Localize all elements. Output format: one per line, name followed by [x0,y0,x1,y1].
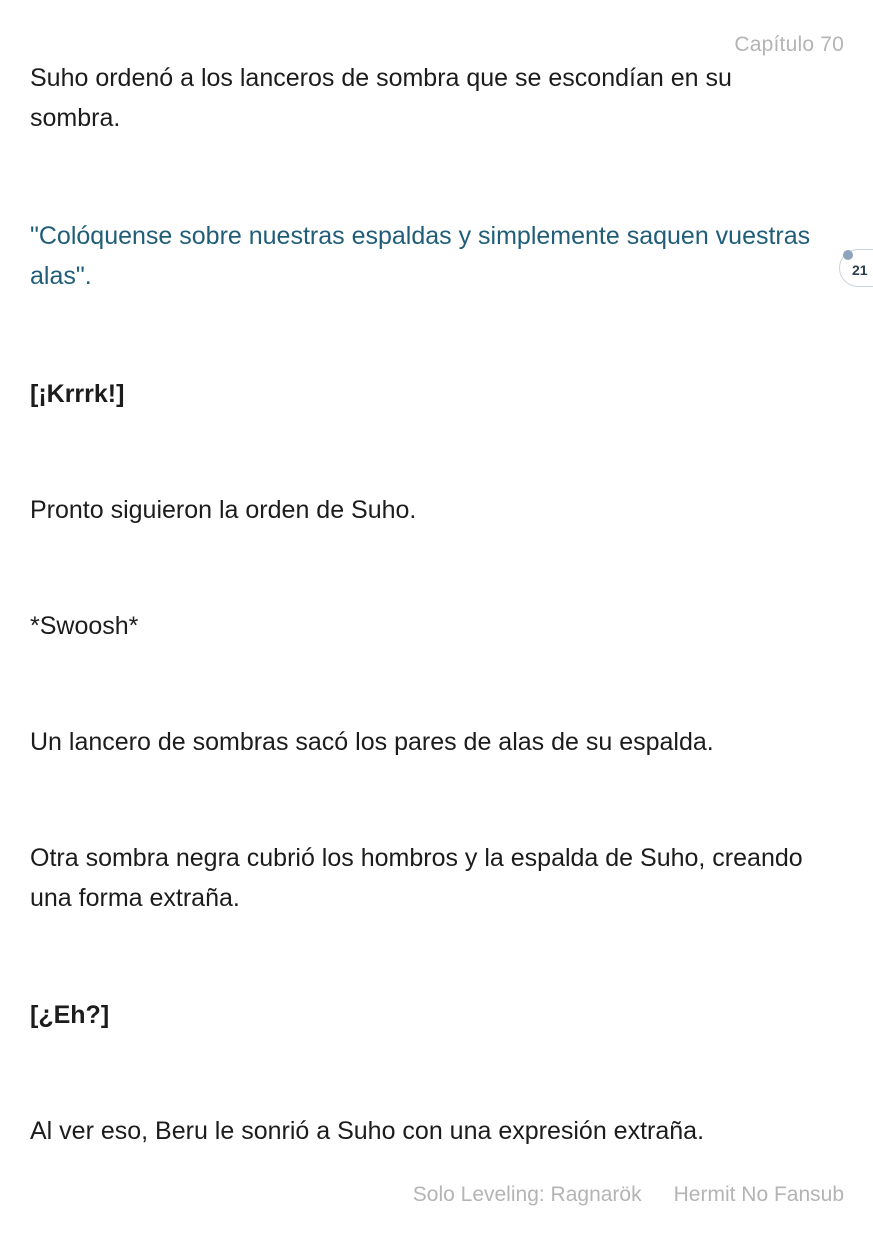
paragraph: Otra sombra negra cubrió los hombros y la espalda de Suho, creando una forma extraña. [30,844,803,912]
paragraph: Suho ordenó a los lanceros de sombra que se escondían en su sombra. [30,64,732,132]
dialogue-paragraph: "Colóquense sobre nuestras espaldas y simplemente saquen vuestras alas". [30,222,811,290]
chapter-label: Capítulo 70 [734,33,844,56]
page-number: 21 [852,262,868,278]
footer-title: Solo Leveling: Ragnarök [412,1183,642,1206]
footer [413,1183,844,1207]
sound-effect-paragraph: *Swoosh* [30,612,139,640]
sound-effect-paragraph: [¿Eh?] [30,1001,110,1029]
paragraph: Pronto siguieron la orden de Suho. [30,496,417,524]
footer-group: Hermit No Fansub [673,1183,844,1206]
paragraph: Un lancero de sombras sacó los pares de alas de su espalda. [30,728,714,756]
badge-dot-icon [843,250,853,260]
sound-effect-paragraph: [¡Krrrk!] [30,380,125,408]
page-number-badge[interactable] [839,249,873,287]
paragraph: Al ver eso, Beru le sonrió a Suho con una expresión extraña. [30,1117,705,1145]
